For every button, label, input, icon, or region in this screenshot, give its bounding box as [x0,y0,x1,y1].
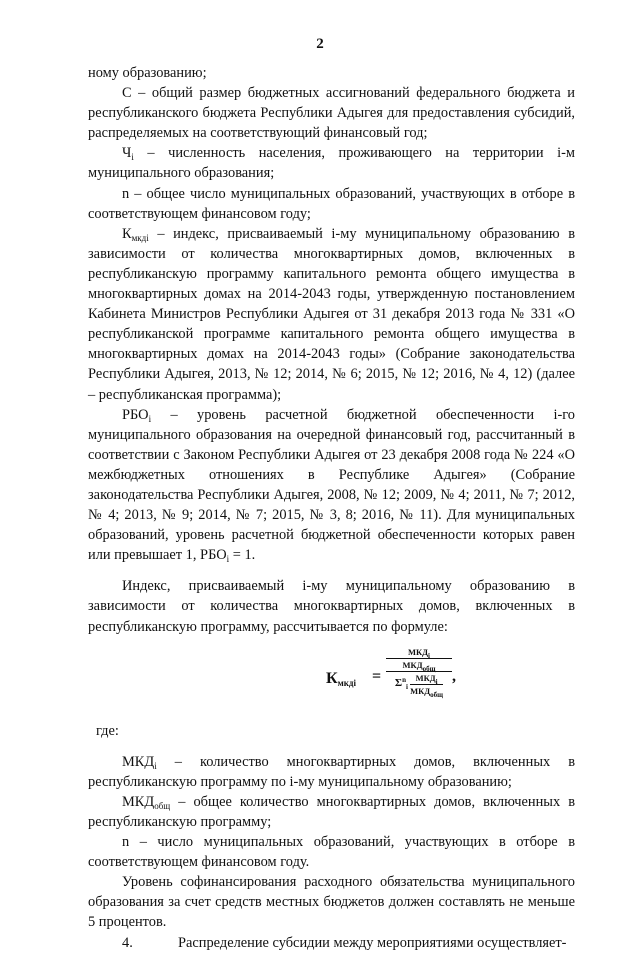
paragraph-text: – количество многоквартирных домов, включенных в республиканскую программу по i-му муниципальному образованию; [88,753,575,790]
formula-lhs [326,669,356,689]
numerator-top: $МКД_i$ [408,646,430,660]
numerator-bottom: $МКД_{общ}$ [402,659,436,673]
paragraph-mkd-i-definition [88,752,575,792]
paragraph-continuation: ному образованию; [88,65,207,81]
symbol-rbo-sub: i [148,413,152,424]
formula-fraction [386,646,452,699]
symbol-mkd-total: МКД [122,793,155,810]
symbol-ch-sub: i [131,152,134,163]
page-number: 2 [316,36,324,52]
numerator-bar [386,658,452,659]
paragraph-n-definition: n – общее число муниципальных образований, участвующих в отборе в соответствующем финансовом году; [88,185,575,222]
fraction-numerator [386,646,452,673]
paragraph-kmkd-definition [88,224,575,405]
paragraph-n-count: n – число муниципальных образований, участвующих в отборе в соответствующем финансовом году. [88,834,575,871]
document-body [88,63,575,953]
paragraph-item-4 [88,933,575,953]
symbol-mkd-sub: i [154,760,157,771]
main-fraction-bar [386,671,452,672]
where-label: где: [96,722,119,739]
formula-equals: = [372,667,382,685]
paragraph-text: – общее количество многоквартирных домов, включенных в республиканскую программу; [88,793,575,830]
symbol-mkd: МКД [122,753,155,770]
paragraph-ch-definition [88,143,575,183]
fraction-denominator [386,672,452,699]
sum-symbol: $\Sigma^n_i$ [394,676,408,692]
denominator-fraction: $МКД_i$ $МКД_{общ}$ [410,672,444,699]
item-text: Распределение субсидии между мероприятиями осуществляет- [178,934,567,951]
paragraph-index-intro: Индекс, присваиваемый i-му муниципальному образованию в зависимости от количества многоквартирных домов, включенных в республиканскую программу, рассчитывается по формуле: [88,578,575,635]
symbol-mkd-total-sub: общ [154,800,171,811]
paragraph-text: – уровень расчетной бюджетной обеспеченности i-го муниципального образования на очередной финансовый год, рассчитанный в соответствии с Законом Республики Адыгея от 23 декабря 2008 года № 224 «О межбюджетных отношениях в Республике Адыгея» (Собрание законодательства Республики Адыгея, 2008, № 12; 2009, № 4; 2011, № 7; 2012, № 4; 2013, № 9; 2014, № 7; 2015, № 3, 8; 2016, № 11). Для муниципальных образований, уровень расчетной бюджетной обеспеченности которых равен или превышает 1, РБО [88,406,575,564]
item-number: 4. [122,934,133,951]
symbol-rbo: РБО [122,406,149,423]
paragraph-rbo-definition [88,405,575,566]
paragraph-text-end: = 1. [229,547,256,564]
paragraph-cofinancing: Уровень софинансирования расходного обязательства муниципального образования за счет средств местных бюджетов должен составлять не меньше 5 процентов. [88,874,575,931]
paragraph-text: – численность населения, проживающего на территории i-м муниципального образования; [88,145,575,182]
symbol-k: К [122,225,132,242]
symbol-rbo-end-sub: i [226,554,230,565]
paragraph-c-definition: С – общий размер бюджетных ассигнований федерального бюджета и республиканского бюджета Республики Адыгея для предоставления субсидий, распределяемых на соответствующий финансовый год; [88,85,575,142]
formula-lhs-sub: мкдi [337,677,356,688]
formula-comma: , [452,667,456,685]
symbol-ch: Ч [122,145,132,162]
formula [88,643,575,721]
symbol-k-sub: мкдi [131,232,149,243]
paragraph-mkd-total-definition [88,792,575,832]
paragraph-text: – индекс, присваиваемый i-му муниципальному образованию в зависимости от количества многоквартирных домов, включенных в республиканскую программу капитального ремонта общего имущества в многоквартирных домах на 2014-2043 годы, утвержденную постановлением Кабинета Министров Республики Адыгея от 31 декабря 2013 года № 331 «О республиканской программе капитального ремонта общего имущества в многоквартирных домах на 2014-2043 годы» (Собрание законодательства Республики Адыгея, 2013, № 12; 2014, № 6; 2015, № 12; 2016, № 4, 12) (далее – республиканская программа); [88,225,575,403]
formula-lhs-symbol: К [326,669,338,687]
